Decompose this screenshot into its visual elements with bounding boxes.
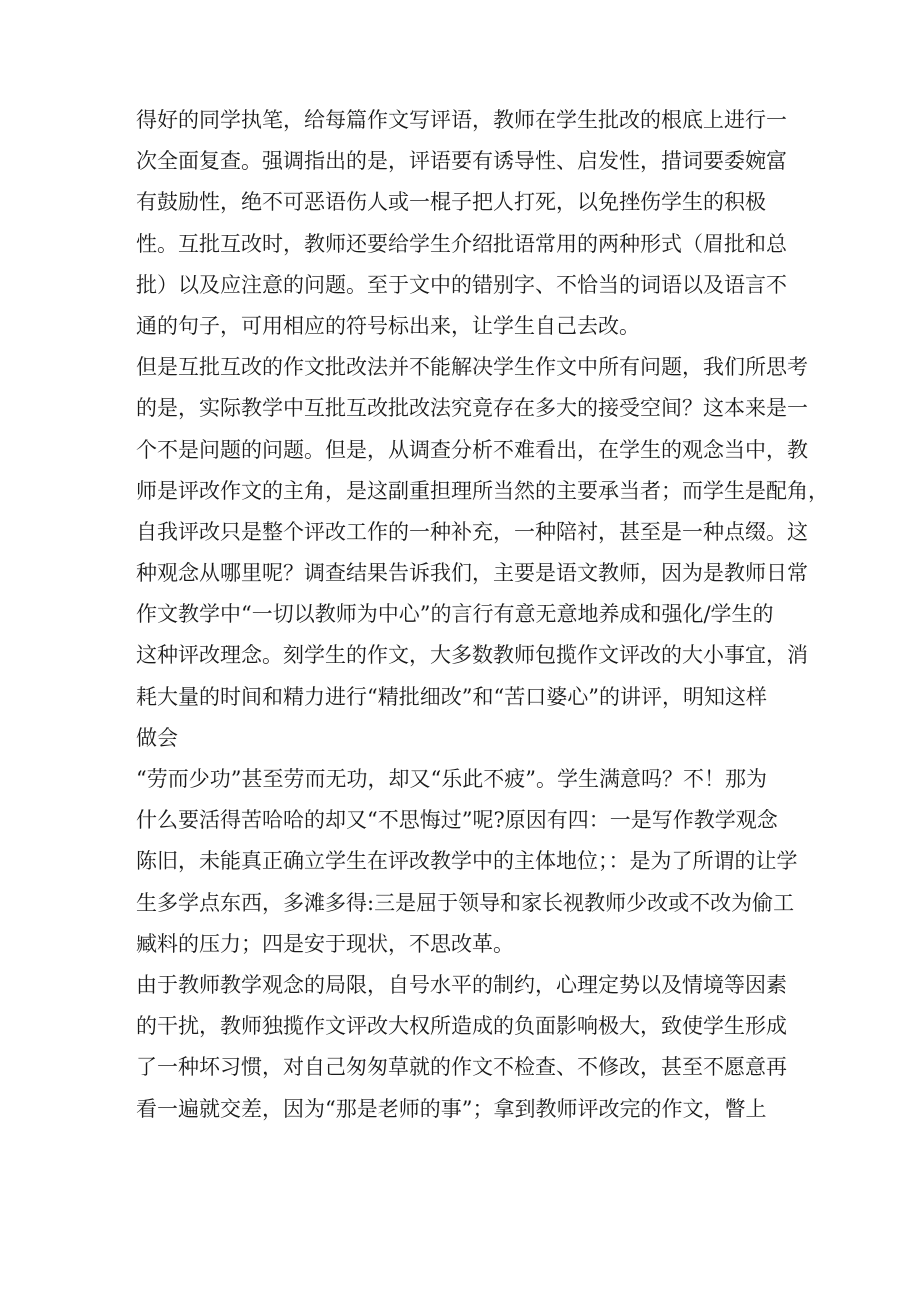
text-line: 的是，实际教学中互批互改批改法究竟存在多大的接受空间？这本来是一 <box>136 396 808 421</box>
text-line: 什么要活得苦哈哈的却又“不思悔过”呢?原因有四：一是写作教学观念 <box>136 808 778 833</box>
text-line: 师是评改作文的主角，是这副重担理所当然的主要承当者；而学生是配角， <box>136 478 829 503</box>
text-line: 耗大量的时间和精力进行“精批细改”和“苦口婆心”的讲评，明知这样 <box>136 684 767 709</box>
text-line: 自我评改只是整个评改工作的一种补充，一种陪衬，甚至是一种点缀。这 <box>136 519 808 544</box>
text-line: 得好的同学执笔，给每篇作文写评语，教师在学生批改的根底上进行一 <box>136 108 787 132</box>
document-body <box>136 100 829 1130</box>
text-line: 看一遍就交差，因为“那是老师的事”；拿到教师评改完的作文，瞥上 <box>136 1096 767 1121</box>
text-line: 种观念从哪里呢？调查结果告诉我们，主要是语文教师，因为是教师日常 <box>136 561 808 586</box>
text-line: 个不是问题的问题。但是，从调查分析不难看出，在学生的观念当中，教 <box>136 437 808 462</box>
text-line: 了一种坏习惯，对自己匆匆草就的作文不检查、不修改，甚至不愿意再 <box>136 1055 787 1080</box>
text-line: 通的句子，可用相应的符号标出来，让学生自己去改。 <box>136 313 640 338</box>
text-line: 做会 <box>136 725 178 750</box>
text-line: 但是互批互改的作文批改法并不能解决学生作文中所有问题，我们所思考 <box>136 355 808 380</box>
text-line: 陈旧，未能真正确立学生在评改教学中的主体地位；：是为了所谓的让学 <box>136 849 798 874</box>
text-line: 有鼓励性，绝不可恶语伤人或一棍子把人打死，以免挫伤学生的积极 <box>136 190 766 215</box>
text-line: 的干扰，教师独揽作文评改大权所造成的负面影响极大，致使学生形成 <box>136 1014 787 1039</box>
text-line: 臧料的压力；四是安于现状，不思改革。 <box>136 931 514 956</box>
text-line: 次全面复查。强调指出的是，评语要有诱导性、启发性，措词要委婉富 <box>136 149 787 174</box>
text-line: 由于教师教学观念的局限，自号水平的制约，心理定势以及情境等因素 <box>136 972 787 997</box>
text-line: “劳而少功”甚至劳而无功，却又“乐此不疲”。学生满意吗？不！那为 <box>136 767 767 791</box>
text-line: 生多学点东西，多滩多得:三是屈于领导和家长视教师少改或不改为偷工 <box>136 890 795 915</box>
text-line: 性。互批互改时，教师还要给学生介绍批语常用的两种形式（眉批和总 <box>136 231 787 256</box>
text-line: 批）以及应注意的问题。至于文中的错别字、不恰当的词语以及语言不 <box>136 272 787 297</box>
text-line: 这种评改理念。刻学生的作文，大多数教师包揽作文评改的大小事宜，消 <box>136 643 808 668</box>
text-line: 作文教学中“一切以教师为中心”的言行有意无意地养成和强化/学生的 <box>136 602 774 627</box>
